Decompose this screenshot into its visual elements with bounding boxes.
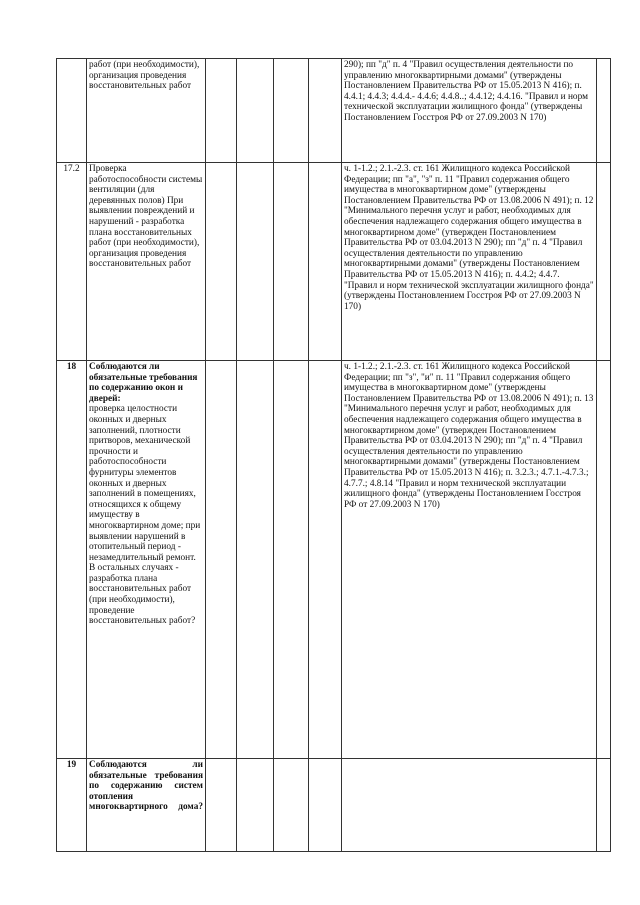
item-number [57, 59, 87, 163]
item-number: 18 [57, 361, 87, 759]
requirement-text [87, 361, 206, 759]
answer-no-cell [237, 59, 274, 163]
requirement-heading: Соблюдаются ли обязательные требования по содержанию окон и дверей: [89, 362, 198, 404]
answer-na-cell [274, 759, 309, 852]
note-cell [597, 759, 611, 852]
note-cell [597, 361, 611, 759]
note-cell [597, 59, 611, 163]
answer-no-cell [237, 163, 274, 361]
answer-no-cell [237, 361, 274, 759]
legal-reference [342, 759, 597, 852]
table-row [57, 759, 611, 852]
answer-extra-cell [309, 163, 342, 361]
answer-extra-cell [309, 759, 342, 852]
table-row [57, 361, 611, 759]
answer-yes-cell [206, 759, 237, 852]
legal-reference: ч. 1-1.2.; 2.1.-2.3. ст. 161 Жилищного кодекса Российской Федерации; пп "а", "з" п. 11 "Правил содержания общего имущества в многоквартирном доме" (утверждены Постановлением Правительства РФ от 13.08.2006 N 491); п. 12 "Минимального перечня услуг и работ, необходимых для обеспечения надлежащего содержания общего имущества в многоквартирном доме" (утвержден Постановлением Правительства РФ от 03.04.2013 N 290); пп "д" п. 4 "Правил осуществления деятельности по управлению многоквартирными домами" (утверждены Постановлением Правительства РФ от 15.05.2013 N 416); п. 4.4.2; 4.4.7. "Правил и норм технической эксплуатации жилищного фонда" (утверждены Постановлением Госстроя РФ от 27.09.2003 N 170) [342, 163, 597, 361]
inspection-checklist-table [56, 58, 611, 852]
legal-reference: ч. 1-1.2.; 2.1.-2.3. ст. 161 Жилищного кодекса Российской Федерации; пп "з", "и" п. 11 "Правил содержания общего имущества в многоквартирном доме" (утверждены Постановлением Правительства РФ от 13.08.2006 N 491); п. 13 "Минимального перечня услуг и работ, необходимых для обеспечения надлежащего содержания общего имущества в многоквартирном доме" (утвержден Постановлением Правительства РФ от 03.04.2013 N 290); пп "д" п. 4 "Правил осуществления деятельности по управлению многоквартирными домами" (утверждены Постановлением Правительства РФ от 15.05.2013 N 416); п. 3.2.3.; 4.7.1.-4.7.3.; 4.7.7.; 4.8.14 "Правил и норм технической эксплуатации жилищного фонда" (утверждены Постановлением Госстроя РФ от 27.09.2003 N 170) [342, 361, 597, 759]
table-row [57, 163, 611, 361]
answer-yes-cell [206, 163, 237, 361]
requirement-text: Проверка работоспособности системы вентиляции (для деревянных полов) При выявлении повреждений и нарушений - разработка плана восстановительных работ (при необходимости), организация проведения восстановительных работ [87, 163, 206, 361]
requirement-text: Соблюдаются ли обязательные требования по содержанию систем отопления многоквартирного дома? [87, 759, 206, 852]
answer-na-cell [274, 59, 309, 163]
requirement-details: проверка целостности оконных и дверных заполнений, плотности притворов, механической прочности и работоспособности фурнитуры элементов оконных и дверных заполнений в помещениях, относящихся к общему имуществу в многоквартирном доме; при выявлении нарушений в отопительный период - незамедлительный ремонт. В остальных случаях - разработка плана восстановительных работ (при необходимости), проведение восстановительных работ? [89, 404, 201, 627]
answer-yes-cell [206, 59, 237, 163]
answer-extra-cell [309, 361, 342, 759]
table-row [57, 59, 611, 163]
note-cell [597, 163, 611, 361]
answer-no-cell [237, 759, 274, 852]
answer-extra-cell [309, 59, 342, 163]
answer-na-cell [274, 361, 309, 759]
answer-yes-cell [206, 361, 237, 759]
item-number: 19 [57, 759, 87, 852]
legal-reference: 290); пп "д" п. 4 "Правил осуществления деятельности по управлению многоквартирными домами" (утверждены Постановлением Правительства РФ от 15.05.2013 N 416); п. 4.4.1; 4.4.3; 4.4.4.- 4.4.6; 4.4.8..; 4.4.12; 4.4.16. "Правил и норм технической эксплуатации жилищного фонда" (утверждены Постановлением Госстроя РФ от 27.09.2003 N 170) [342, 59, 597, 163]
requirement-text: работ (при необходимости), организация проведения восстановительных работ [87, 59, 206, 163]
answer-na-cell [274, 163, 309, 361]
item-number: 17.2 [57, 163, 87, 361]
